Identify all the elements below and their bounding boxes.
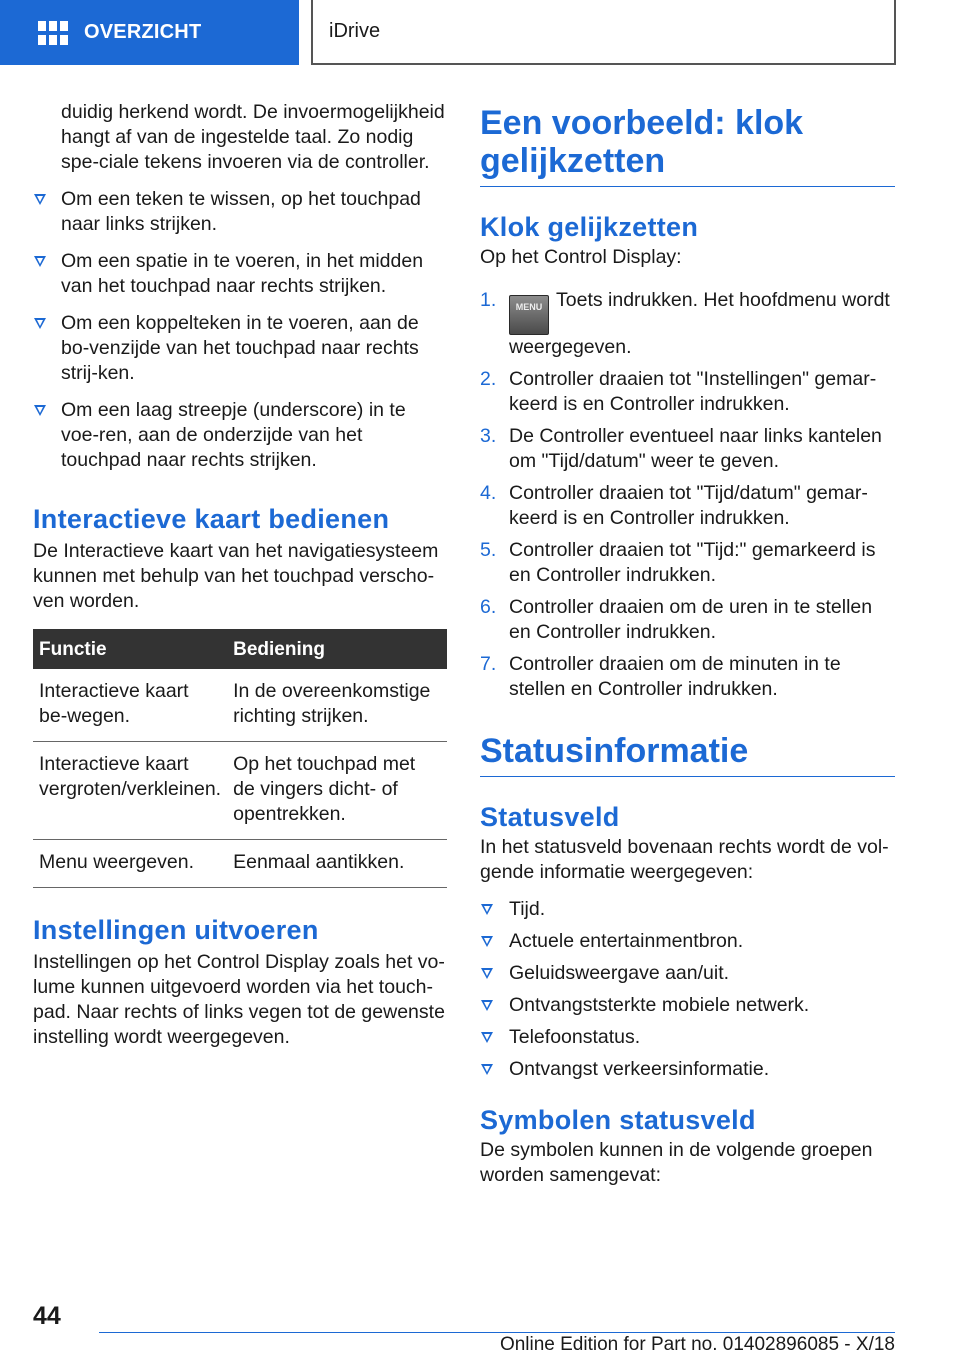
list-item: Telefoonstatus. — [480, 1025, 895, 1050]
list-item: Actuele entertainmentbron. — [480, 929, 895, 954]
triangle-bullet-icon — [34, 405, 46, 416]
list-item: 5. Controller draaien tot "Tijd:" gemarkeerd is en Controller indrukken. — [480, 539, 876, 586]
triangle-bullet-icon — [481, 1032, 493, 1043]
chapter-header — [311, 0, 896, 65]
section-body-interactive-map: De Interactieve kaart van het navigatiesysteem kunnen met behulp van het touchpad verscho-ven worden. — [33, 540, 439, 612]
triangle-bullet-icon — [34, 256, 46, 267]
status-intro: In het statusveld bovenaan rechts wordt de vol-gende informatie weergegeven: — [480, 836, 889, 883]
table-row — [33, 840, 447, 888]
table-cell: Interactieve kaart be-wegen. — [33, 669, 227, 742]
heading-status-info: Statusinformatie — [480, 732, 749, 770]
triangle-bullet-icon — [481, 936, 493, 947]
table-cell: Op het touchpad met de vingers dicht- of opentrekken. — [227, 742, 447, 840]
section-body-settings: Instellingen op het Control Display zoals het vo-lume kunnen uitgevoerd worden via het touch-pad. Naar rechts of links vegen tot de gewenste instelling wordt weergegeven. — [33, 951, 445, 1048]
list-item: Om een laag streepje (underscore) in te voe-ren, aan de onderzijde van het touchpad naar rechts strijken. — [33, 398, 447, 473]
list-item: Om een teken te wissen, op het touchpad naar links strijken. — [33, 187, 447, 237]
clock-intro: Op het Control Display: — [480, 246, 682, 268]
section-heading-settings: Instellingen uitvoeren — [33, 915, 319, 945]
list-item: Om een koppelteken in te voeren, aan de bo-venzijde van het touchpad naar rechts strij-ken. — [33, 311, 447, 386]
left-column — [33, 100, 447, 1050]
heading-rule — [480, 776, 895, 777]
table-header-function: Functie — [33, 629, 227, 669]
heading-rule — [480, 186, 895, 187]
heading-clock-example: Een voorbeeld: klok gelijkzetten — [480, 104, 804, 180]
grid-icon — [38, 21, 68, 45]
menu-button-icon: MENU — [509, 295, 549, 335]
triangle-bullet-icon — [481, 904, 493, 915]
list-item: Ontvangst verkeersinformatie. — [480, 1057, 895, 1082]
page-number: 44 — [33, 1302, 61, 1330]
triangle-bullet-icon — [481, 968, 493, 979]
subheading-status-field: Statusveld — [480, 802, 620, 832]
table-row — [33, 669, 447, 742]
gesture-table — [33, 629, 447, 888]
footer-rule — [99, 1332, 895, 1333]
overview-tab-label: OVERZICHT — [84, 21, 202, 43]
list-item: 3. De Controller eventueel naar links kantelen om "Tijd/datum" weer te geven. — [480, 425, 882, 472]
list-item: 2. Controller draaien tot "Instellingen" gemar-keerd is en Controller indrukken. — [480, 368, 877, 415]
right-column — [480, 100, 895, 1188]
continuation-text: duidig herkend wordt. De invoermogelijkheid hangt af van de ingestelde taal. Zo nodig spe-ciale tekens invoeren via de controller. — [61, 101, 445, 173]
input-bullet-list — [33, 187, 447, 473]
list-item: 4. Controller draaien tot "Tijd/datum" gemar-keerd is en Controller indrukken. — [480, 482, 868, 529]
overview-tab[interactable] — [0, 0, 299, 65]
section-heading-interactive-map: Interactieve kaart bedienen — [33, 504, 390, 534]
clock-steps-list — [480, 288, 895, 702]
status-bullet-list — [480, 897, 895, 1082]
list-item: Om een spatie in te voeren, in het midden van het touchpad naar rechts strijken. — [33, 249, 447, 299]
table-header-operation: Bediening — [227, 629, 447, 669]
table-cell: Eenmaal aantikken. — [227, 840, 447, 888]
table-cell: In de overeenkomstige richting strijken. — [227, 669, 447, 742]
symbols-body: De symbolen kunnen in de volgende groepen worden samengevat: — [480, 1139, 873, 1186]
subheading-set-clock: Klok gelijkzetten — [480, 212, 699, 242]
list-item: Tijd. — [480, 897, 895, 922]
list-item: Geluidsweergave aan/uit. — [480, 961, 895, 986]
table-cell: Interactieve kaart vergroten/verkleinen. — [33, 742, 227, 840]
triangle-bullet-icon — [34, 318, 46, 329]
edition-note: Online Edition for Part no. 01402896085 - X/18 — [499, 1334, 895, 1355]
list-item: Ontvangststerkte mobiele netwerk. — [480, 993, 895, 1018]
triangle-bullet-icon — [481, 1000, 493, 1011]
list-item: 1. MENU Toets indrukken. Het hoofdmenu wordt weergegeven. — [480, 289, 890, 358]
list-item: 7. Controller draaien om de minuten in te stellen en Controller indrukken. — [480, 653, 841, 700]
list-item: 6. Controller draaien om de uren in te stellen en Controller indrukken. — [480, 596, 873, 643]
table-cell: Menu weergeven. — [33, 840, 227, 888]
subheading-status-symbols: Symbolen statusveld — [480, 1105, 756, 1135]
table-row — [33, 742, 447, 840]
triangle-bullet-icon — [34, 194, 46, 205]
table-header-row — [33, 629, 447, 669]
chapter-title: iDrive — [329, 20, 381, 42]
triangle-bullet-icon — [481, 1064, 493, 1075]
